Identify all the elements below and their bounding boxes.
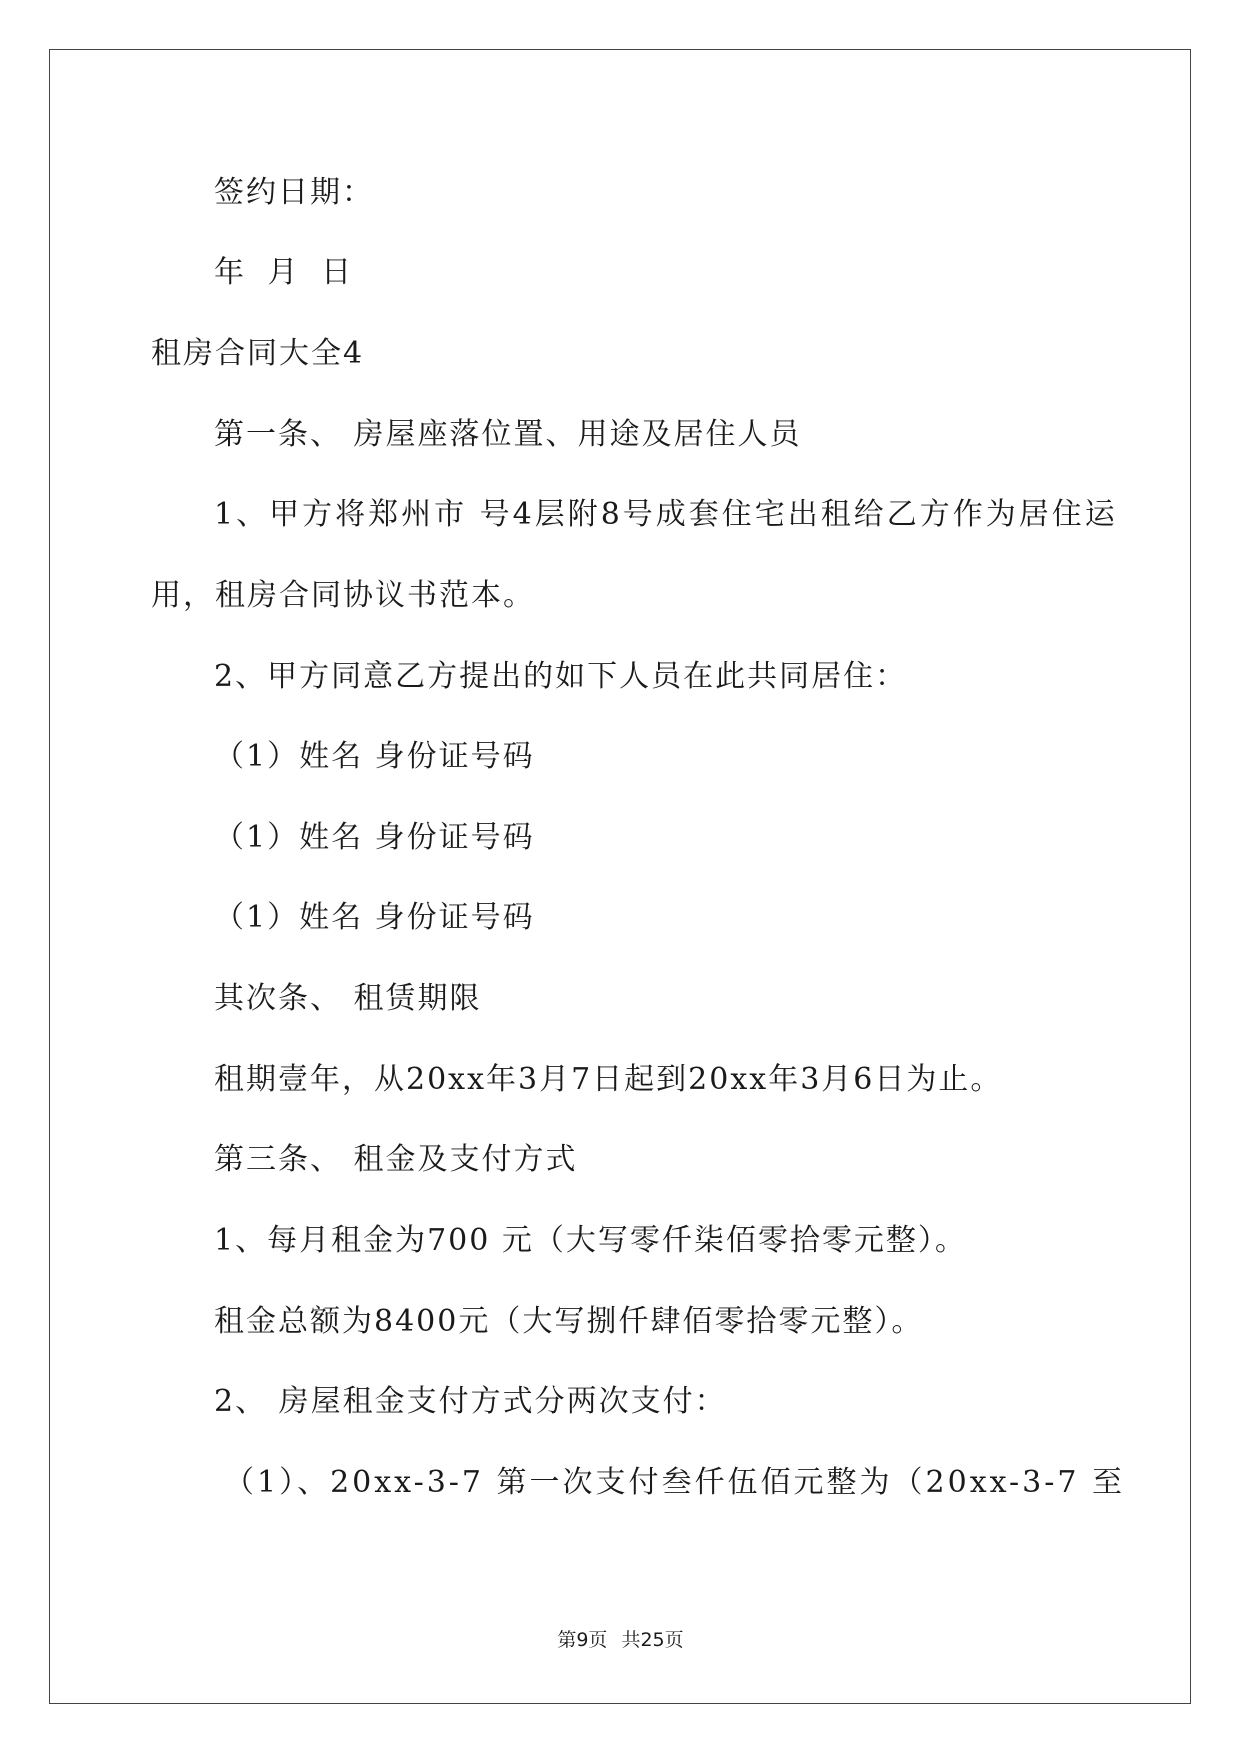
text-line: 其次条、 租赁期限 <box>214 981 482 1016</box>
text-line: （1）姓名 身份证号码 <box>214 900 535 935</box>
page-number: 第9页 <box>557 1629 608 1651</box>
page-footer <box>0 1628 1241 1652</box>
text-line: 2、 房屋租金支付方式分两次支付： <box>214 1384 727 1419</box>
section-heading: 租房合同大全4 <box>151 336 365 371</box>
text-line: 年 月 日 <box>214 255 354 290</box>
text-line: 第一条、 房屋座落位置、用途及居住人员 <box>214 417 802 452</box>
text-line: 租金总额为8400元（大写捌仟肆佰零拾零元整）。 <box>214 1304 924 1339</box>
text-line: 1、每月租金为700 元（大写零仟柒佰零拾零元整）。 <box>214 1223 967 1258</box>
text-line: 用，租房合同协议书范本。 <box>151 578 535 613</box>
page-total: 共25页 <box>621 1629 684 1651</box>
text-line: 租期壹年，从20xx年3月7日起到20xx年3月6日为止。 <box>214 1062 1003 1097</box>
text-line: 签约日期： <box>214 175 374 210</box>
page-border <box>49 49 1191 1704</box>
text-line: （1）姓名 身份证号码 <box>214 739 535 774</box>
text-line: 2、甲方同意乙方提出的如下人员在此共同居住： <box>214 659 908 694</box>
text-line: （1）姓名 身份证号码 <box>214 820 535 855</box>
text-line: 1、甲方将郑州市 号4层附8号成套住宅出租给乙方作为居住运 <box>214 497 1118 532</box>
text-line: （1）、20xx-3-7 第一次支付叁仟伍佰元整为（20xx-3-7 至 <box>224 1465 1126 1500</box>
text-line: 第三条、 租金及支付方式 <box>214 1142 578 1177</box>
